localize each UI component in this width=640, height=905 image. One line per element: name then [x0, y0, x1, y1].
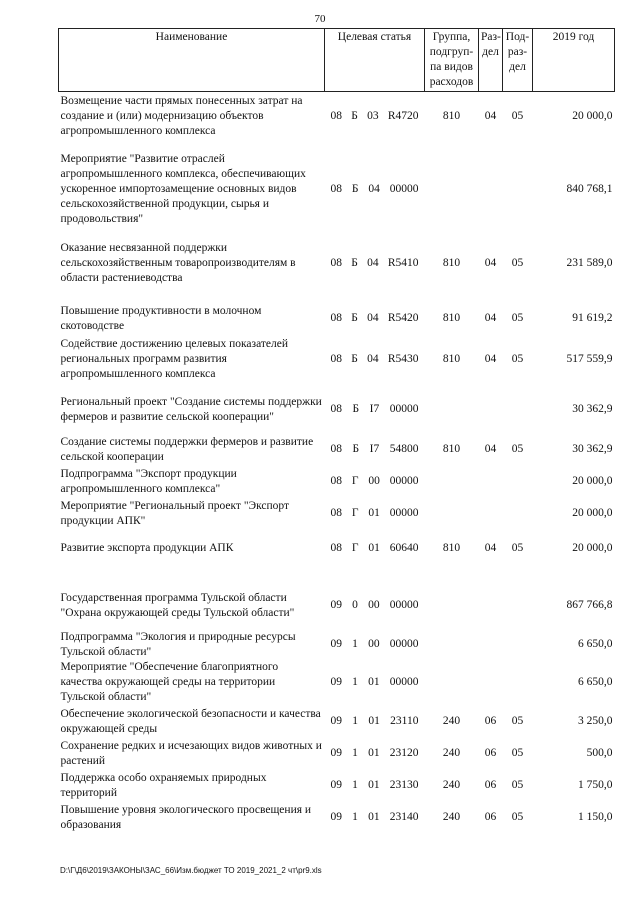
table-row: [59, 466, 615, 498]
row-name: Государственная программа Тульской области "Охрана окружающей среды Тульской области": [60, 591, 295, 619]
row-razdel: 04: [484, 257, 497, 269]
target-code-program: 08: [330, 403, 342, 415]
table-row: [59, 706, 615, 738]
row-group: [425, 630, 479, 660]
row-razdel: [479, 386, 503, 434]
table-row: [59, 582, 615, 630]
target-code-subprogram: 1: [352, 747, 358, 759]
row-target-code: [325, 738, 425, 770]
header-target: Целевая статья: [325, 29, 425, 92]
row-group: 810: [442, 110, 461, 123]
row-spacer: [59, 568, 615, 582]
row-podrazdel: [503, 386, 533, 434]
row-group: 240: [442, 747, 461, 759]
table-header: [59, 29, 615, 92]
row-name: Подпрограмма "Экспорт продукции агропромышленного комплекса": [60, 467, 237, 495]
table-row: [59, 630, 615, 660]
table-row: [59, 142, 615, 238]
target-code-event: 04: [367, 312, 379, 324]
row-razdel: 04: [484, 443, 497, 455]
target-code-subprogram: Б: [352, 443, 360, 455]
target-code-program: 09: [330, 811, 342, 823]
table-row: [59, 660, 615, 706]
row-podrazdel: 05: [511, 747, 524, 759]
target-code-subprogram: 1: [352, 811, 358, 823]
row-target-code: [325, 630, 425, 660]
target-code-program: 08: [330, 110, 342, 123]
row-razdel: 06: [484, 715, 497, 727]
row-podrazdel: 05: [511, 312, 524, 324]
target-code-subprogram: Б: [352, 403, 360, 415]
target-code-subprogram: Б: [351, 353, 358, 365]
row-group: [425, 386, 479, 434]
target-code-direction: 23110: [390, 715, 419, 727]
row-podrazdel: 05: [511, 110, 524, 123]
target-code-program: 08: [330, 443, 342, 455]
row-amount: 231 589,0: [566, 257, 613, 269]
target-code-direction: R4720: [387, 110, 419, 123]
row-target-code: [325, 304, 425, 334]
row-target-code: [325, 92, 425, 142]
target-code-event: 00: [368, 638, 380, 650]
row-group: 810: [442, 542, 461, 554]
target-code-direction: 00000: [389, 475, 419, 487]
row-podrazdel: [503, 498, 533, 530]
target-code-program: 08: [330, 475, 342, 487]
target-code-event: 04: [367, 353, 379, 365]
page-number: 70: [314, 13, 326, 25]
row-group: 810: [442, 312, 461, 324]
target-code-event: 01: [368, 676, 380, 688]
target-code-subprogram: Г: [351, 507, 359, 519]
target-code-direction: 00000: [389, 676, 419, 688]
target-code-program: 09: [330, 747, 342, 759]
row-name: Поддержка особо охраняемых природных территорий: [60, 771, 267, 799]
target-code-direction: 00000: [389, 599, 419, 611]
header-podrazdel: Под-раз-дел: [503, 29, 533, 92]
row-target-code: [325, 434, 425, 466]
target-code-program: 08: [330, 507, 342, 519]
header-year: 2019 год: [533, 29, 615, 92]
target-code-event: 01: [368, 542, 380, 554]
target-code-program: 08: [330, 183, 342, 195]
header-razdel: Раз-дел: [479, 29, 503, 92]
target-code-subprogram: Б: [351, 183, 359, 195]
footer-file-path: D:\Г\Д6\2019\ЗАКОНЫ\ЗАС_66\Изм.бюджет ТО 2019_2021_2 чт\pr9.xls: [60, 866, 322, 875]
row-amount: 517 559,9: [566, 353, 613, 365]
target-code-event: 04: [368, 183, 380, 195]
row-name: Обеспечение экологической безопасности и качества окружающей среды: [60, 707, 321, 735]
target-code-direction: 00000: [389, 183, 419, 195]
row-target-code: [325, 238, 425, 290]
row-amount: 20 000,0: [572, 110, 613, 123]
row-podrazdel: [503, 630, 533, 660]
target-code-event: I7: [369, 403, 380, 415]
target-code-direction: 23140: [389, 811, 419, 823]
table-row: [59, 334, 615, 386]
table-row: [59, 434, 615, 466]
row-group: 240: [442, 715, 461, 727]
row-amount: 20 000,0: [572, 542, 613, 554]
row-target-code: [325, 498, 425, 530]
row-spacer: [59, 290, 615, 304]
row-group: [425, 466, 479, 498]
target-code-event: 00: [368, 475, 380, 487]
target-code-subprogram: Г: [351, 475, 359, 487]
row-razdel: 04: [484, 353, 497, 365]
row-target-code: [325, 142, 425, 238]
row-razdel: 04: [484, 110, 497, 123]
target-code-direction: 00000: [389, 507, 419, 519]
row-name: Повышение уровня экологического просвещения и образования: [60, 803, 312, 831]
row-podrazdel: 05: [511, 811, 524, 823]
row-group: 810: [442, 257, 461, 269]
row-name: Мероприятие "Региональный проект "Экспорт продукции АПК": [60, 499, 290, 527]
target-code-subprogram: 1: [352, 676, 358, 688]
target-code-direction: R5430: [387, 353, 419, 365]
row-name: Региональный проект "Создание системы поддержки фермеров и развитие сельской кооперации": [60, 395, 322, 423]
row-amount: 500,0: [586, 747, 613, 759]
target-code-event: 00: [368, 599, 380, 611]
row-podrazdel: 05: [511, 715, 524, 727]
row-amount: 1 750,0: [578, 779, 613, 791]
row-razdel: [479, 660, 503, 706]
target-code-subprogram: 1: [352, 638, 358, 650]
row-amount: 840 768,1: [566, 183, 613, 195]
row-razdel: [479, 630, 503, 660]
target-code-subprogram: 0: [352, 599, 358, 611]
header-name: Наименование: [59, 29, 325, 92]
target-code-subprogram: Г: [351, 542, 359, 554]
target-code-program: 09: [330, 676, 342, 688]
row-name: Сохранение редких и исчезающих видов животных и растений: [60, 739, 322, 767]
target-code-event: I7: [369, 443, 380, 455]
row-target-code: [325, 582, 425, 630]
table-row: [59, 738, 615, 770]
row-name: Подпрограмма "Экология и природные ресурсы Тульской области": [60, 630, 296, 658]
target-code-event: 01: [368, 715, 380, 727]
table-row: [59, 498, 615, 530]
row-amount: 91 619,2: [572, 312, 613, 324]
row-podrazdel: [503, 582, 533, 630]
row-group: 810: [442, 443, 461, 455]
target-code-event: 03: [367, 110, 379, 123]
row-target-code: [325, 802, 425, 834]
row-target-code: [325, 334, 425, 386]
row-razdel: 06: [484, 811, 497, 823]
target-code-subprogram: Б: [351, 257, 358, 269]
table-row: [59, 530, 615, 568]
row-name: Мероприятие "Развитие отраслей агропромышленного комплекса, обеспечивающих ускоренное импортозамещение основных видов сельскохозяйственной продукции, сырья и продовольствия": [60, 153, 306, 225]
row-target-code: [325, 770, 425, 802]
row-target-code: [325, 706, 425, 738]
row-group: [425, 498, 479, 530]
target-code-program: 09: [330, 715, 342, 727]
row-target-code: [325, 466, 425, 498]
target-code-event: 04: [367, 257, 379, 269]
target-code-subprogram: 1: [352, 779, 358, 791]
target-code-direction: 00000: [389, 638, 419, 650]
row-amount: 1 150,0: [578, 811, 613, 823]
row-podrazdel: 05: [511, 443, 524, 455]
row-amount: 6 650,0: [578, 638, 613, 650]
row-razdel: [479, 142, 503, 238]
row-name: Оказание несвязанной поддержки сельскохозяйственным товаропроизводителям в области растениеводства: [60, 242, 296, 284]
budget-table: [58, 28, 615, 834]
row-razdel: 04: [484, 312, 497, 324]
row-name: Возмещение части прямых понесенных затрат на создание и (или) модернизацию объектов агропромышленного комплекса: [60, 95, 303, 138]
row-podrazdel: 05: [511, 542, 524, 554]
row-amount: 3 250,0: [578, 715, 613, 727]
target-code-event: 01: [368, 811, 380, 823]
row-amount: 867 766,8: [566, 599, 613, 611]
row-group: [425, 660, 479, 706]
row-podrazdel: [503, 660, 533, 706]
table-row: [59, 92, 615, 142]
target-code-program: 08: [330, 542, 342, 554]
row-name: Развитие экспорта продукции АПК: [60, 542, 234, 554]
target-code-direction: 23130: [389, 779, 419, 791]
row-name: Повышение продуктивности в молочном скотоводстве: [60, 304, 262, 332]
target-code-program: 08: [330, 312, 342, 324]
row-amount: 30 362,9: [572, 443, 613, 455]
target-code-program: 08: [330, 257, 342, 269]
target-code-direction: 23120: [389, 747, 419, 759]
target-code-direction: R5410: [387, 257, 419, 269]
table-row: [59, 802, 615, 834]
target-code-event: 01: [368, 507, 380, 519]
row-razdel: 06: [484, 747, 497, 759]
row-razdel: [479, 498, 503, 530]
header-group: Группа, подгруп-па видов расходов: [425, 29, 479, 92]
row-podrazdel: [503, 466, 533, 498]
row-amount: 6 650,0: [578, 676, 613, 688]
row-razdel: [479, 582, 503, 630]
row-podrazdel: 05: [511, 353, 524, 365]
target-code-subprogram: 1: [352, 715, 359, 727]
table-row: [59, 238, 615, 290]
target-code-direction: 00000: [389, 403, 419, 415]
target-code-subprogram: Б: [351, 312, 358, 324]
table-row: [59, 770, 615, 802]
row-group: [425, 582, 479, 630]
target-code-direction: R5420: [387, 312, 419, 324]
table-row: [59, 386, 615, 434]
target-code-program: 09: [330, 638, 342, 650]
target-code-direction: 54800: [389, 443, 419, 455]
row-amount: 20 000,0: [572, 475, 613, 487]
target-code-program: 08: [330, 353, 342, 365]
target-code-event: 01: [368, 747, 380, 759]
row-razdel: [479, 466, 503, 498]
row-podrazdel: 05: [511, 257, 524, 269]
table-row: [59, 304, 615, 334]
row-amount: 30 362,9: [572, 403, 613, 415]
row-razdel: 04: [484, 542, 497, 554]
target-code-subprogram: Б: [351, 110, 358, 123]
row-name: Мероприятие "Обеспечение благоприятного качества окружающей среды на территории Тульской области": [60, 661, 279, 703]
target-code-program: 09: [330, 599, 342, 611]
row-target-code: [325, 660, 425, 706]
target-code-event: 01: [368, 779, 380, 791]
row-amount: 20 000,0: [572, 507, 613, 519]
row-group: 810: [442, 353, 461, 365]
row-target-code: [325, 386, 425, 434]
row-name: Создание системы поддержки фермеров и развитие сельской кооперации: [60, 435, 314, 463]
row-target-code: [325, 530, 425, 568]
target-code-direction: 60640: [389, 542, 419, 554]
row-razdel: 06: [484, 779, 497, 791]
row-podrazdel: 05: [511, 779, 524, 791]
row-podrazdel: [503, 142, 533, 238]
row-group: 240: [442, 779, 461, 791]
row-name: Содействие достижению целевых показателей региональных программ развития агропромышленного комплекса: [60, 338, 289, 380]
row-group: 240: [442, 811, 461, 823]
row-group: [425, 142, 479, 238]
target-code-program: 09: [330, 779, 342, 791]
table-body: [59, 92, 615, 834]
